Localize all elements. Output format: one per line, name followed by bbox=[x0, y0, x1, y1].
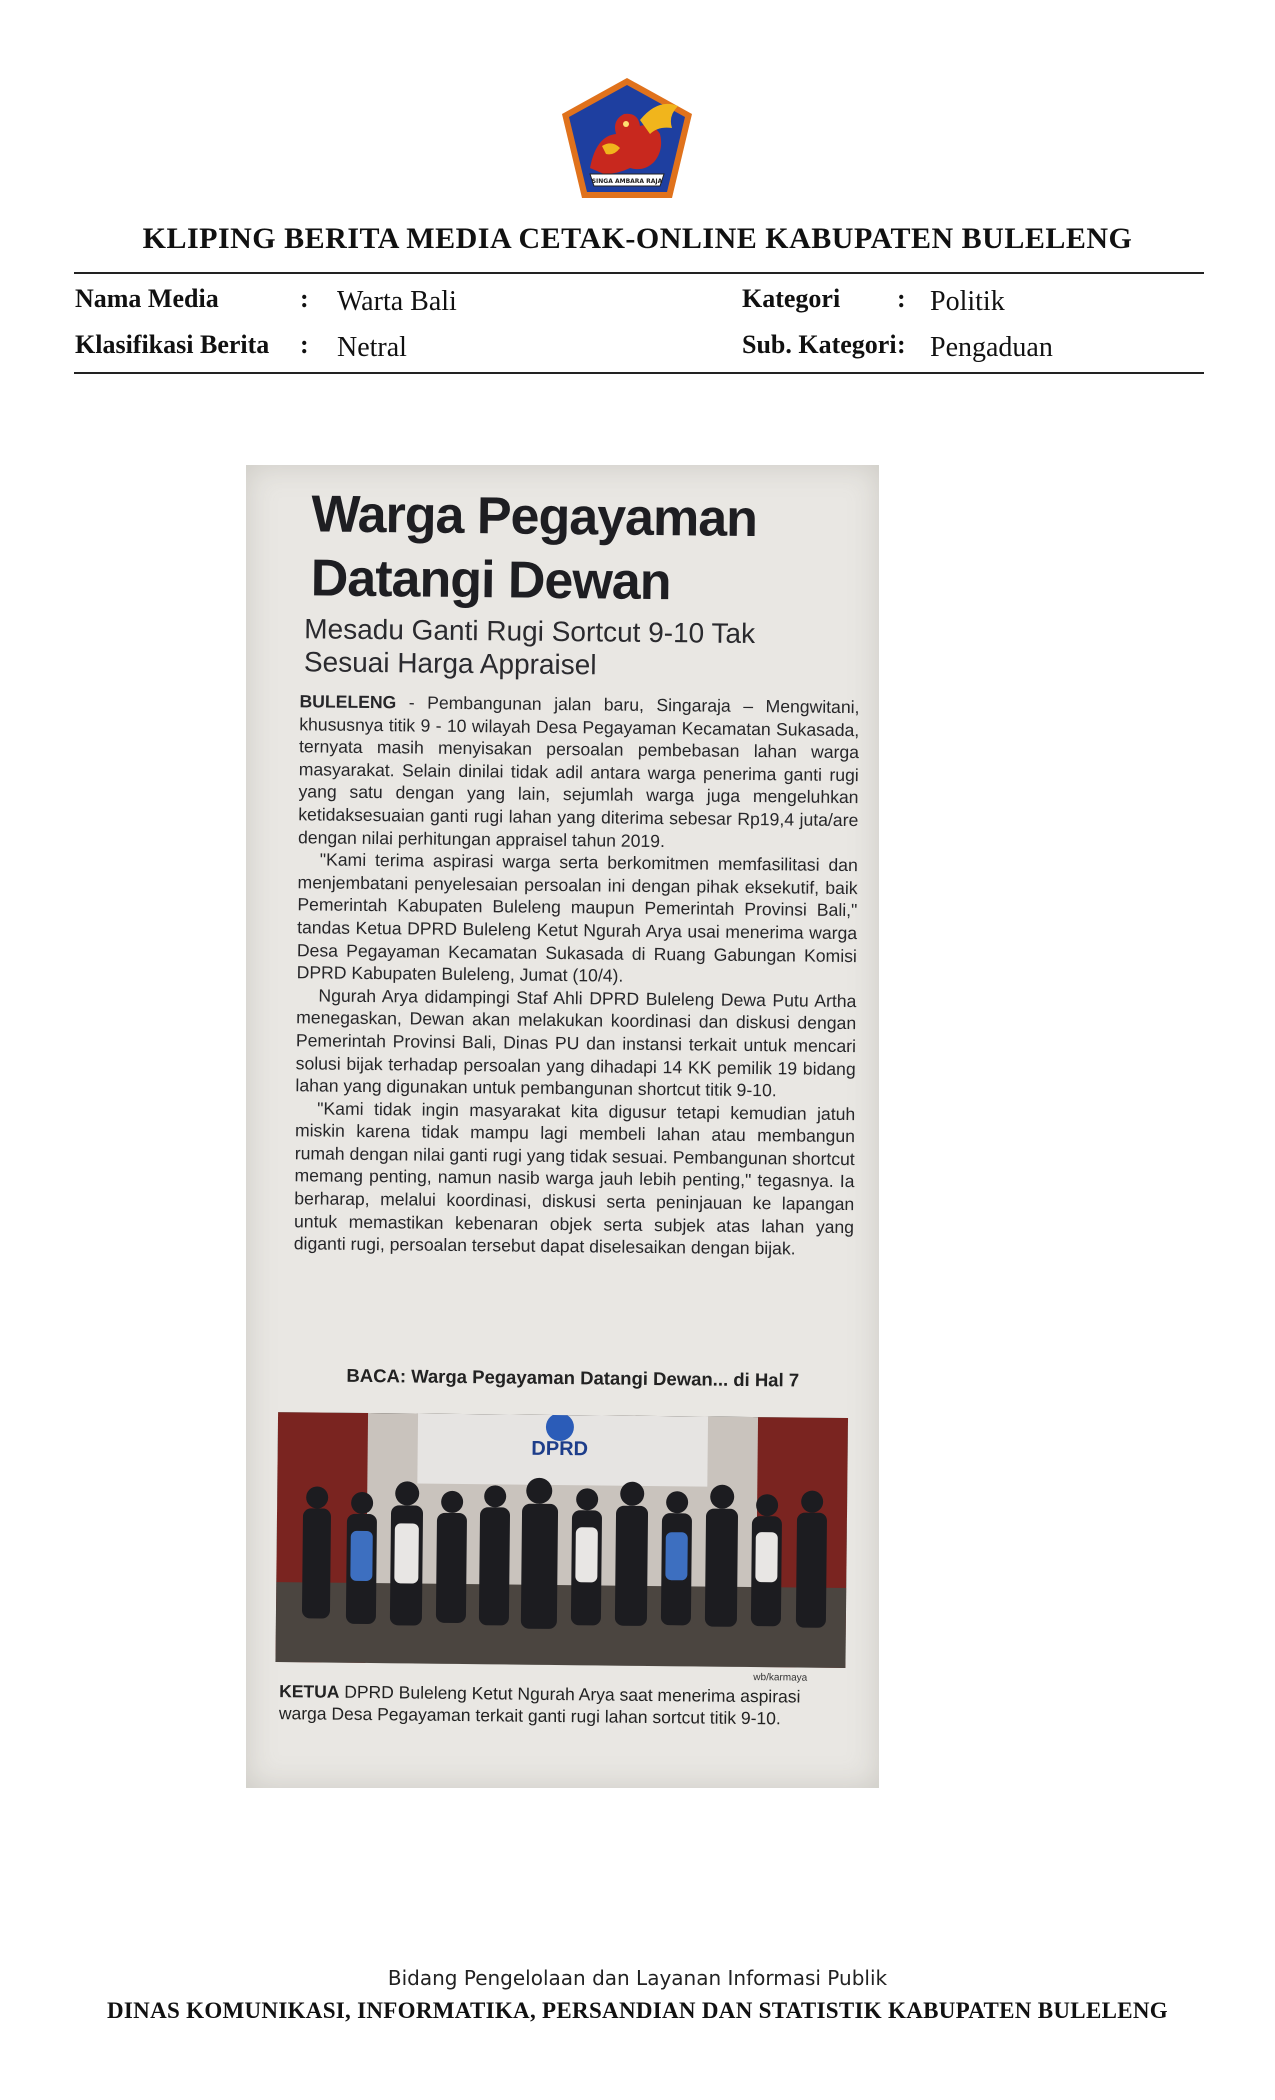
news-clipping bbox=[246, 465, 879, 1788]
klasifikasi-label: Klasifikasi Berita bbox=[75, 330, 270, 359]
document-title: KLIPING BERITA MEDIA CETAK-ONLINE KABUPATEN BULELENG bbox=[142, 222, 1133, 255]
kategori-label: Kategori bbox=[742, 284, 841, 313]
sub-kategori-label: Sub. Kategori bbox=[742, 330, 897, 359]
colon: : bbox=[897, 284, 906, 313]
continued-reference: BACA: Warga Pegayaman Datangi Dewan... di Hal 7 bbox=[346, 1364, 800, 1391]
dateline: BULELENG bbox=[299, 691, 397, 713]
photo-credit: wb/karmaya bbox=[753, 1672, 808, 1684]
meta-kategori bbox=[742, 284, 1202, 320]
caption-lead: KETUA bbox=[279, 1681, 340, 1702]
footer-subtitle: Bidang Pengelolaan dan Layanan Informasi Publik bbox=[387, 1966, 888, 1990]
news-photo bbox=[275, 1412, 848, 1668]
colon: : bbox=[300, 330, 309, 359]
headline-line-2: Datangi Dewan bbox=[310, 549, 671, 612]
article-paragraph: "Kami tidak ingin masyarakat kita digusur tetapi kemudian jatuh miskin karena tidak mampu lagi membeli lahan atau membangun rumah dengan nilai ganti rugi yang tidak sesuai. Pembangunan shortcut memang penting, namun nasib warga jauh lebih penting," tegasnya. Ia berharap, melalui koordinasi, diskusi serta peninjauan ke lapangan untuk memastikan kebenaran objek serta subjek atas lahan yang diganti rugi, persoalan tersebut dapat diselesaikan dengan bijak. bbox=[293, 1098, 856, 1259]
header-divider-bottom bbox=[74, 372, 1204, 374]
nama-media-label: Nama Media bbox=[75, 284, 219, 313]
photo-wall-sign: DPRD bbox=[531, 1437, 589, 1461]
headline-line-1: Warga Pegayaman bbox=[311, 485, 758, 549]
footer-title: DINAS KOMUNIKASI, INFORMATIKA, PERSANDIAN DAN STATISTIK KABUPATEN BULELENG bbox=[107, 1998, 1168, 2023]
nama-media-value: Warta Bali bbox=[337, 286, 457, 317]
sub-kategori-value: Pengaduan bbox=[930, 332, 1053, 363]
klasifikasi-value: Netral bbox=[337, 332, 407, 363]
regency-logo bbox=[560, 76, 694, 200]
colon: : bbox=[897, 330, 906, 359]
clipping-subheadline: Mesadu Ganti Rugi Sortcut 9-10 Tak Sesuai Harga Appraisel bbox=[303, 613, 756, 681]
meta-klasifikasi bbox=[75, 330, 635, 366]
article-paragraph: BULELENG - Pembangunan jalan baru, Singaraja – Mengwitani, khususnya titik 9 - 10 wilayah Desa Pegayaman Kecamatan Sukasada, ternyata masih menyisakan persoalan pembebasan lahan warga masyarakat. Selain dinilai tidak adil antara warga penerima ganti rugi yang satu dengan yang lain, sejumlah warga juga mengeluhkan ketidaksesuaian ganti rugi lahan yang diterima sebesar Rp19,4 juta/are dengan nilai perhitungan appraisel tahun 2019. bbox=[297, 691, 860, 851]
colon: : bbox=[300, 284, 309, 313]
article-body bbox=[294, 690, 860, 1261]
photo-caption bbox=[279, 1680, 849, 1730]
header-divider-top bbox=[74, 272, 1204, 274]
caption-text: DPRD Buleleng Ketut Ngurah Arya saat menerima aspirasi warga Desa Pegayaman terkait ganti rugi lahan sortcut titik 9-10. bbox=[278, 1681, 801, 1729]
logo-motto: SINGA AMBARA RAJA bbox=[591, 178, 663, 185]
meta-nama-media bbox=[75, 284, 635, 320]
article-paragraph: "Kami terima aspirasi warga serta berkomitmen memfasilitasi dan menjembatani penyelesaian persoalan ini dengan pihak eksekutif, baik Pemerintah Kabupaten Buleleng maupun Pemerintah Provinsi Bali," tandas Ketua DPRD Buleleng Ketut Ngurah Arya usai menerima warga Desa Pegayaman Kecamatan Sukasada di Ruang Gabungan Komisi DPRD Kabupaten Buleleng, Jumat (10/4). bbox=[296, 849, 858, 986]
meta-sub-kategori bbox=[742, 330, 1202, 366]
kategori-value: Politik bbox=[930, 286, 1005, 317]
article-paragraph: Ngurah Arya didampingi Staf Ahli DPRD Buleleng Dewa Putu Artha menegaskan, Dewan akan melakukan koordinasi dan diskusi dengan Pemerintah Provinsi Bali, Dinas PU dan instansi terkait untuk mencari solusi bijak terhadap persoalan yang dihadapi 14 KK pemilik 19 bidang lahan yang digunakan untuk pembangunan shortcut titik 9-10. bbox=[295, 985, 857, 1101]
clipping-headline bbox=[310, 482, 831, 615]
